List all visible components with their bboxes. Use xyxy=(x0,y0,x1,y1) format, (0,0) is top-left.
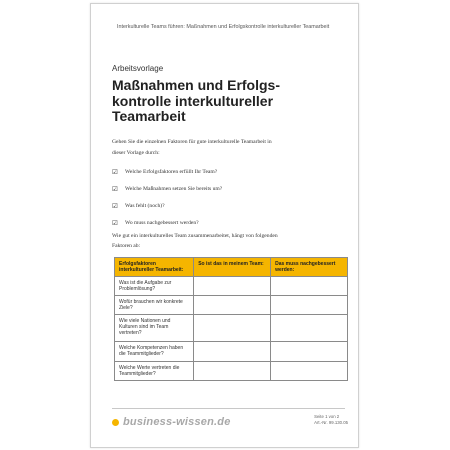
running-header: Interkulturelle Teams führen: Maßnahmen und Erfolgskontrolle interkultureller Teamarbeit xyxy=(117,24,330,30)
improvement-cell[interactable] xyxy=(271,315,348,342)
checklist-item-label: Welche Erfolgsfaktoren erfüllt Ihr Team? xyxy=(125,168,218,175)
table-header-row xyxy=(115,258,348,277)
checklist xyxy=(112,163,342,231)
checklist-item xyxy=(112,163,342,180)
title-line: Teamarbeit xyxy=(112,108,186,124)
table-row xyxy=(115,315,348,342)
checklist-item-label: Wo muss nachgebessert werden? xyxy=(125,219,199,226)
column-header: So ist das in meinem Team: xyxy=(194,258,271,277)
success-factors-table xyxy=(114,257,348,381)
document-page xyxy=(90,3,359,448)
team-status-cell[interactable] xyxy=(194,315,271,342)
factors-line: Faktoren ab: xyxy=(112,243,141,249)
improvement-cell[interactable] xyxy=(271,342,348,362)
factor-cell: Welche Kompetenzen haben die Teammitglieder? xyxy=(115,342,194,362)
brand-logo[interactable] xyxy=(112,416,231,428)
improvement-cell[interactable] xyxy=(271,296,348,315)
checked-box-icon: ☑ xyxy=(112,168,118,176)
table-row xyxy=(115,277,348,296)
column-header: Das muss nachgebessert werden: xyxy=(271,258,348,277)
template-label: Arbeitsvorlage xyxy=(112,64,164,73)
improvement-cell[interactable] xyxy=(271,362,348,381)
orange-dot-icon xyxy=(112,419,119,426)
factor-cell: Wie viele Nationen und Kulturen sind im Team vertreten? xyxy=(115,315,194,342)
page-number: Seite 1 von 2 xyxy=(314,414,340,419)
factors-line: Wie gut ein interkulturelles Team zusammenarbeitet, hängt von folgenden xyxy=(112,233,278,239)
factor-cell: Was ist die Aufgabe zur Problemlösung? xyxy=(115,277,194,296)
checked-box-icon: ☑ xyxy=(112,185,118,193)
logo-text: business-wissen.de xyxy=(123,416,231,428)
footer-divider xyxy=(112,408,345,409)
factor-cell: Welche Werte vertreten die Teammitglieder? xyxy=(115,362,194,381)
checklist-item xyxy=(112,197,342,214)
intro-paragraph xyxy=(112,137,342,159)
checklist-item-label: Welche Maßnahmen setzen Sie bereits um? xyxy=(125,185,223,192)
title-line: Maßnahmen und Erfolgs- xyxy=(112,77,280,93)
factors-paragraph xyxy=(112,231,342,251)
table-row xyxy=(115,296,348,315)
factor-cell: Wofür brauchen wir konkrete Ziele? xyxy=(115,296,194,315)
table-row xyxy=(115,342,348,362)
checklist-item xyxy=(112,214,342,231)
page-title xyxy=(112,78,342,125)
footer-meta xyxy=(314,414,348,426)
intro-line: Gehen Sie die einzelnen Faktoren für gute interkulturelle Teamarbeit in xyxy=(112,139,272,145)
team-status-cell[interactable] xyxy=(194,362,271,381)
checklist-item xyxy=(112,180,342,197)
improvement-cell[interactable] xyxy=(271,277,348,296)
team-status-cell[interactable] xyxy=(194,342,271,362)
column-header: Erfolgsfaktoren interkultureller Teamarbeit: xyxy=(115,258,194,277)
team-status-cell[interactable] xyxy=(194,296,271,315)
checked-box-icon: ☑ xyxy=(112,202,118,210)
team-status-cell[interactable] xyxy=(194,277,271,296)
title-line: kontrolle interkultureller xyxy=(112,92,274,109)
table-row xyxy=(115,362,348,381)
checklist-item-label: Was fehlt (noch)? xyxy=(125,202,165,209)
article-number: Art.-Nr. 99.130.05 xyxy=(314,420,348,425)
checked-box-icon: ☑ xyxy=(112,219,118,227)
intro-line: dieser Vorlage durch: xyxy=(112,150,160,156)
